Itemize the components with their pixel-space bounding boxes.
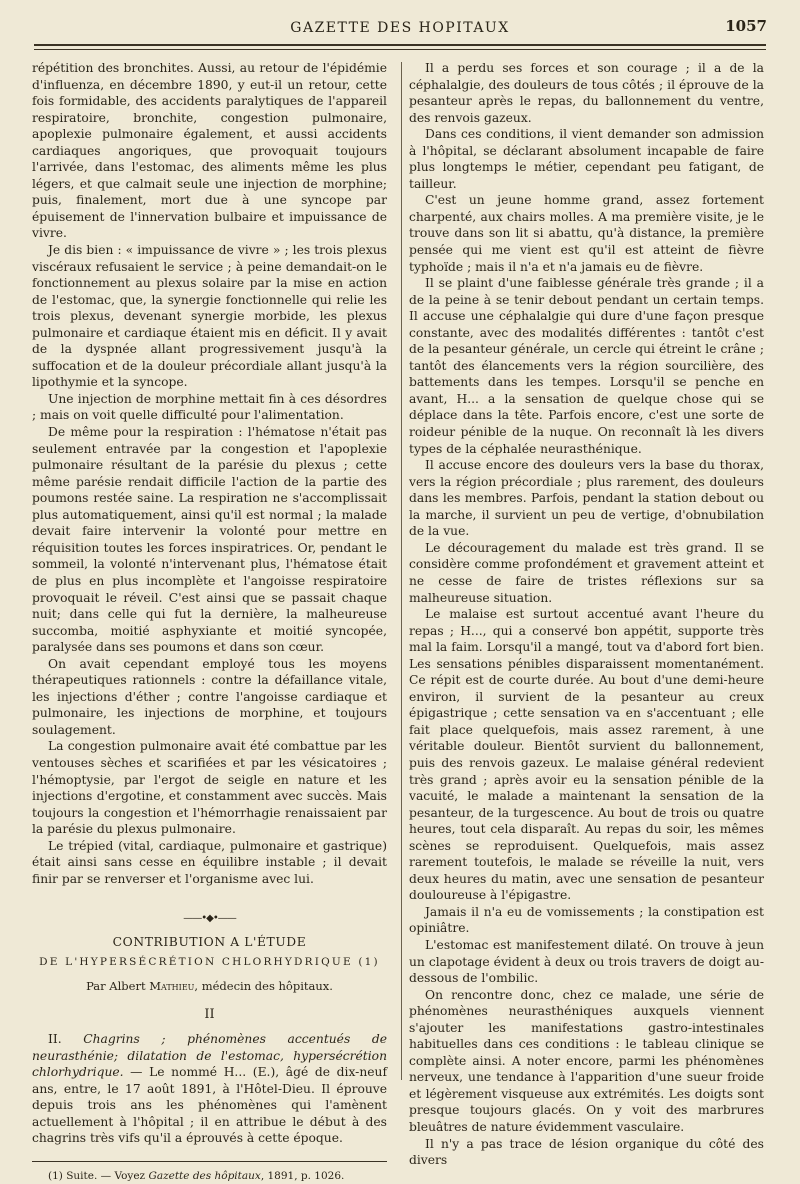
footnote-ref: Gazette des hôpitaux [148, 1169, 261, 1182]
paragraph: Il se plaint d'une faiblesse générale très grande ; il a de la peine à se tenir debout pendant un certain temps. Il accuse une céphalalgie qui dure d'une façon presque constante, avec des modalités différentes : tantôt c'est de la pesanteur générale, un cercle qui étreint le crâne ; tantôt des élancements vers la région sourcilière, des battements dans les tempes. Lorsqu'il se penche en avant, H... a la sensation de quelque chose qui se déplace dans la tête. Parfois encore, c'est une sorte de roideur pénible de la nuque. On reconnaît là les divers types de la céphalée neurasthénique. [409, 276, 764, 456]
paragraph: Le malaise est surtout accentué avant l'heure du repas ; H..., qui a conservé bon appétit, supporte très mal la faim. Lorsqu'il a mangé, tout va d'abord fort bien. Les sensations pénibles disparaissent momentanément. Ce répit est de courte durée. Au bout d'une demi-heure environ, il survient de la pesanteur au creux épigastrique ; cette sensation va en s'accentuant ; elle fait place quelquefois, mais assez rarement, à une véritable douleur. Bientôt survient du ballonnement, puis des renvois gazeux. Le malaise général redevient très grand ; après avoir eu la sensation pénible de la vacuité, le malade a maintenant la sensation de la pesanteur, de la turgescence. Au bout de trois ou quatre heures, tout cela disparaît. Au repas du soir, les mêmes scènes se reproduisent. Quelquefois, mais assez rarement toutefois, le malade se réveille la nuit, vers deux heures du matin, avec une sensation de pesanteur douloureuse à l'épigastre. [409, 607, 764, 903]
author-name: Mathieu [149, 978, 195, 993]
case-title: Chagrins ; phénomènes accentués de neurasthénie; dilatation de l'estomac, hypersécrétion chlorhydrique. [32, 1032, 387, 1080]
paragraph: Le découragement du malade est très grand. Il se considère comme profondément et gravement atteint et ne cesse de faire de tristes réflexions sur sa malheureuse situation. [409, 540, 764, 605]
paragraph: Jamais il n'a eu de vomissements ; la constipation est opiniâtre. [409, 904, 764, 936]
paragraph: répétition des bronchites. Aussi, au retour de l'épidémie d'influenza, en décembre 1890, y eut-il un retour, cette fois formidable, des accidents paralytiques de l'appareil respiratoire, bronchite, congestion pulmonaire, apoplexie pulmonaire également, et aussi accidents cardiaques angoriques, que provoquait toujours l'arrivée, dans l'estomac, des aliments même les plus légers, et que calmait seule une injection de morphine; puis, finalement, mort due à une syncope par épuisement de l'innervation bulbaire et impuissance de vivre. [32, 61, 387, 241]
paragraph: L'estomac est manifestement dilaté. On trouve à jeun un clapotage évident à deux ou trois travers de doigt au-dessous de l'ombilic. [409, 937, 764, 986]
author-prefix: Par Albert [86, 978, 150, 993]
left-column [32, 60, 387, 1184]
case-text: — Le nommé H... (E.), âgé de dix-neuf ans, entre, le 17 août 1891, à l'Hôtel-Dieu. Il éprouve depuis trois ans les phénomènes qui l'amènent actuellement à l'hôpital ; il en attribue le début à des chagrins très vifs qu'il a éprouvés à cette époque. [32, 1065, 387, 1146]
paragraph: On avait cependant employé tous les moyens thérapeutiques rationnels : contre la défaillance vitale, les injections d'éther ; contre l'angoisse cardiaque et pulmonaire, les injections de morphine, et toujours soulagement. [32, 656, 387, 737]
paragraph: On rencontre donc, chez ce malade, une série de phénomènes neurasthéniques auxquels viennent s'ajouter les manifestations gastro-intestinales habituelles dans ces conditions : le tableau clinique se complète ainsi. A noter encore, parmi les phénomènes nerveux, une tendance à l'apparition d'une sueur froide et légèrement visqueuse aux extrémités. Les doigts sont presque toujours glacés. On y voit des marbrures bleuâtres de nature évidemment vasculaire. [409, 987, 764, 1134]
footnote-end: , 1891, p. 1026. [260, 1169, 345, 1182]
paragraph: Il n'y a pas trace de lésion organique du côté des divers [409, 1136, 764, 1168]
column-divider [401, 62, 402, 1080]
article-author [32, 978, 387, 995]
section-number: II [204, 1006, 215, 1022]
paragraph: Le trépied (vital, cardiaque, pulmonaire et gastrique) était ainsi sans cesse en équilibre instable ; il devait finir par se renverser et l'organisme avec lui. [32, 838, 387, 886]
author-suffix: , médecin des hôpitaux. [194, 978, 333, 993]
paragraph: Il accuse encore des douleurs vers la base du thorax, vers la région précordiale ; plus rarement, des douleurs dans les membres. Parfois, pendant la station debout ou la marche, il survient un peu de vertige, d'obnubilation de la vue. [409, 458, 764, 539]
footnote-text: (1) Suite. — Voyez [48, 1169, 149, 1182]
paragraph: C'est un jeune homme grand, assez fortement charpenté, aux chairs molles. A ma première visite, je le trouve dans son lit si abattu, qu'à distance, la première pensée qui me vient est qu'il est atteint de fièvre typhoïde ; mais il n'a et n'a jamais eu de fièvre. [409, 193, 764, 274]
right-column [409, 60, 764, 1169]
case-paragraph [32, 1031, 387, 1147]
paragraph: Je dis bien : « impuissance de vivre » ; les trois plexus viscéraux refusaient le service ; à peine demandait-on le fonctionnement au plexus solaire par la mise en action de l'estomac, que, la synergie fonctionnelle qui relie les trois plexus, devenant synergie morbide, les plexus pulmonaire et cardiaque étaient mis en déficit. Il y avait de la dyspnée allant progressivement jusqu'à la suffocation et de la douleur précordiale allant jusqu'à la lipothymie et la syncope. [32, 243, 387, 390]
paragraph: Il a perdu ses forces et son courage ; il a de la céphalalgie, des douleurs de tous côtés ; il éprouve de la pesanteur après le repas, du ballonnement du ventre, des renvois gazeux. [409, 61, 764, 125]
paragraph: Dans ces conditions, il vient demander son admission à l'hôpital, se déclarant absolument incapable de faire plus longtemps le métier, cependant peu fatigant, de tailleur. [409, 127, 764, 191]
section-ornament: ——•◆•—— [183, 913, 236, 925]
paragraph: Une injection de morphine mettait fin à ces désordres ; mais on voit quelle difficulté pour l'alimentation. [32, 391, 387, 423]
footnote-rule [32, 1161, 387, 1162]
running-header: GAZETTE DES HOPITAUX [290, 20, 510, 36]
article-subtitle: DE L'HYPERSÉCRÉTION CHLORHYDRIQUE (1) [39, 956, 380, 969]
paragraph: La congestion pulmonaire avait été combattue par les ventouses sèches et scarifiées et par les vésicatoires ; l'hémoptysie, par l'ergot de seigle en nature et les injections d'ergotine, et constamment avec succès. Mais toujours la congestion et l'hémorrhagie renaissaient par la parésie du plexus pulmonaire. [32, 739, 387, 837]
header-rule-thin [34, 49, 766, 50]
paragraph: De même pour la respiration : l'hématose n'était pas seulement entravée par la congestion et l'apoplexie pulmonaire résultant de la parésie du plexus ; cette même parésie rendait difficile l'action de la partie des poumons restée saine. La respiration ne s'accomplissait plus automatiquement, ainsi qu'il est normal ; la malade devait faire intervenir la volonté pour mettre en réquisition toutes les forces inspiratrices. Or, pendant le sommeil, la volonté n'intervenant plus, l'hématose était de plus en plus incomplète et l'angoisse respiratoire provoquait le réveil. C'est ainsi que se passait chaque nuit; dans celle qui fut la dernière, la malheureuse succomba, moitié asphyxiante et moitié syncopée, paralysée dans ses poumons et dans son cœur. [32, 425, 387, 655]
page-number: 1057 [725, 17, 767, 35]
footnote [32, 1168, 387, 1184]
case-number: II. [48, 1032, 84, 1047]
article-title: CONTRIBUTION A L'ÉTUDE [112, 934, 307, 949]
header-rule [34, 44, 766, 46]
